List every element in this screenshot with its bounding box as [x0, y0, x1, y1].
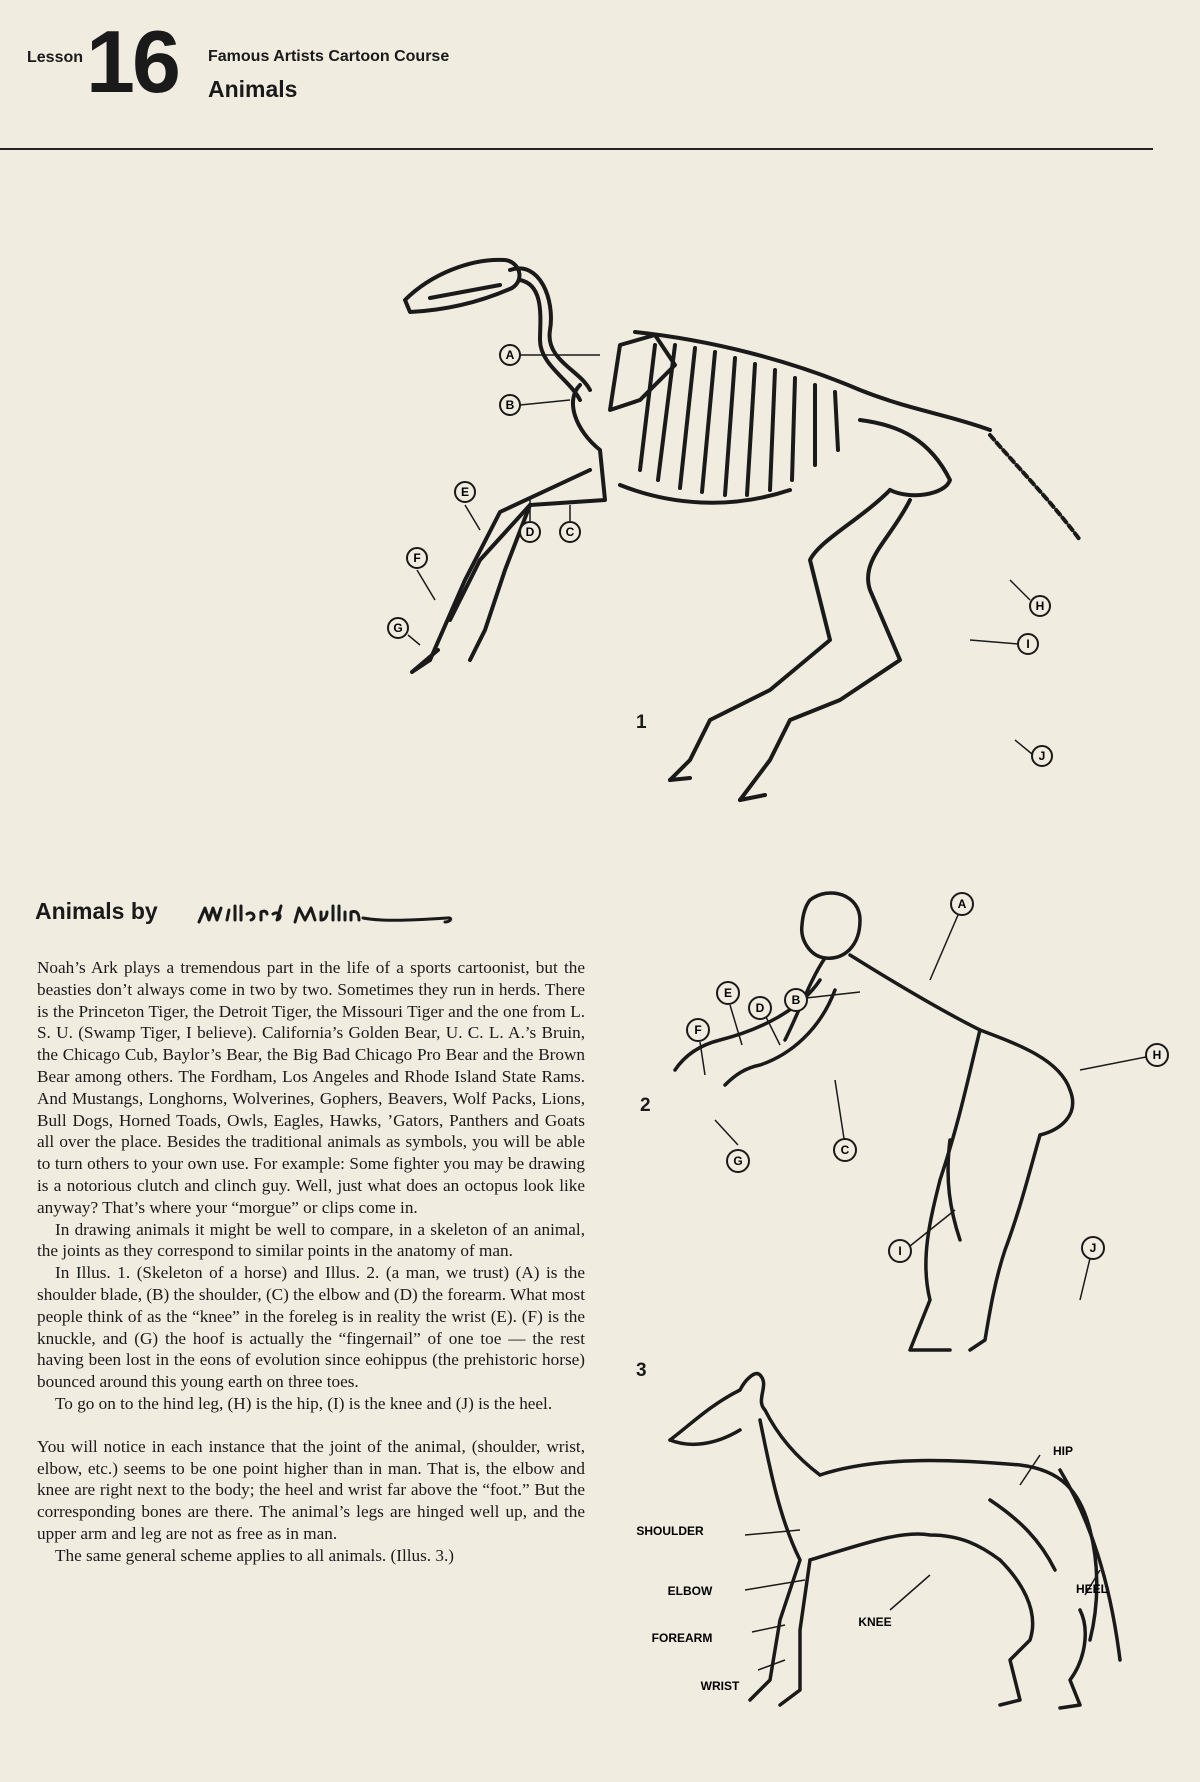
- fig2-callout-c: C: [840, 1143, 850, 1157]
- fig1-callout-a: A: [505, 348, 515, 362]
- fig2-callout-f: F: [694, 1023, 702, 1037]
- fig1-callout-i: I: [1026, 637, 1030, 651]
- article-title: Animals by: [35, 898, 158, 924]
- figure-2-number: 2: [640, 1095, 651, 1116]
- paragraph: To go on to the hind leg, (H) is the hip, (I) is the knee and (J) is the heel.: [55, 1393, 553, 1413]
- paragraph: Noah’s Ark plays a tremendous part in the life of a sports cartoonist, but the beasties don’t always come in two by two. Sometimes they run in herds. There is the Princeton Tiger, the Detroit Tiger, the Missouri Tiger and the one from L. S. U. (Swamp Tiger, I believe). California’s Golden Bear, U. C. L. A.’s Bruin, the Chicago Cub, Baylor’s Bear, the Big Bad Chicago Pro Bear and the Brown Bear among others. The Fordham, Los Angeles and Rhode Island State Rams. And Mustangs, Longhorns, Wolverines, Gophers, Beavers, Wolf Packs, Lions, Bull Dogs, Horned Toads, Owls, Eagles, Hawks, ’Gators, Panthers and Goats all over the place. Besides the traditional animals as symbols, you will be able to turn others to your own use. For example: Some fighter you may be drawing is a notorious clutch and clinch guy. Well, just what does an octopus look like anyway? That’s where your “morgue” or clips come in.: [37, 958, 585, 1217]
- paragraph: The same general scheme applies to all animals. (Illus. 3.): [55, 1545, 454, 1565]
- course-name: Famous Artists Cartoon Course: [208, 48, 450, 65]
- fig1-callout-c: C: [565, 525, 575, 539]
- signature-text: Willard Mullin: [325, 931, 331, 932]
- label-shoulder: SHOULDER: [636, 1524, 704, 1538]
- fig3-labels: [636, 1444, 1108, 1693]
- fig2-callout-d: D: [755, 1001, 765, 1015]
- article-body: [37, 957, 585, 1567]
- fig2-callout-b: B: [791, 993, 801, 1007]
- fig2-callout-g: G: [733, 1154, 743, 1168]
- label-knee: KNEE: [858, 1615, 892, 1629]
- label-elbow: ELBOW: [667, 1584, 713, 1598]
- fig1-callout-b: B: [505, 398, 515, 412]
- label-forearm: FOREARM: [651, 1631, 713, 1645]
- figure-3-dog: [636, 1360, 1180, 1720]
- fig2-callout-i: I: [898, 1244, 902, 1258]
- fig1-callout-d: D: [525, 525, 535, 539]
- fig1-callout-e: E: [460, 485, 470, 499]
- fig1-callout-f: F: [413, 551, 421, 565]
- figure-1-horse-skeleton: [390, 240, 1130, 860]
- author-signature: [195, 900, 455, 934]
- label-heel: HEEL: [1075, 1582, 1109, 1596]
- page-title: Animals: [208, 76, 298, 102]
- fig2-callout-e: E: [723, 986, 733, 1000]
- fig2-callout-a: A: [957, 897, 967, 911]
- fig1-callout-g: G: [393, 621, 403, 635]
- fig2-callout-j: J: [1089, 1241, 1097, 1255]
- lesson-number: 16: [86, 12, 178, 111]
- fig1-callout-h: H: [1035, 599, 1045, 613]
- paragraph: In Illus. 1. (Skeleton of a horse) and Illus. 2. (a man, we trust) (A) is the shoulder blade, (B) the shoulder, (C) the elbow and (D) the forearm. What most people think of as the “knee” in the foreleg is in reality the wrist (E). (F) is the knuckle, and (G) the hoof is actually the “fingernail” of one toe — the rest having been lost in the eons of evolution since eohippus (the prehistoric horse) bounced around this young earth on three toes.: [37, 1263, 585, 1392]
- lesson-label: Lesson: [27, 49, 84, 66]
- fig1-callouts: [388, 345, 1052, 766]
- header-divider: [0, 148, 1153, 150]
- label-hip: HIP: [1052, 1444, 1074, 1458]
- fig2-callout-h: H: [1152, 1048, 1162, 1062]
- paragraph: In drawing animals it might be well to compare, in a skeleton of an animal, the joints as they correspond to similar points in the anatomy of man.: [37, 1219, 585, 1261]
- figure-2-man: [660, 880, 1180, 1360]
- label-wrist: WRIST: [700, 1679, 740, 1693]
- paragraph: You will notice in each instance that the joint of the animal, (shoulder, wrist, elbow, etc.) seems to be one point higher than in man. That is, the elbow and knee are right next to the body; the heel and wrist far above the “foot.” But the corresponding bones are there. The animal’s legs are hinged well up, and the upper arm and leg are not as free as in man.: [37, 1436, 585, 1543]
- figure-1-number: 1: [636, 712, 647, 733]
- figure-3-number: 3: [636, 1360, 647, 1381]
- fig1-callout-j: J: [1038, 749, 1046, 763]
